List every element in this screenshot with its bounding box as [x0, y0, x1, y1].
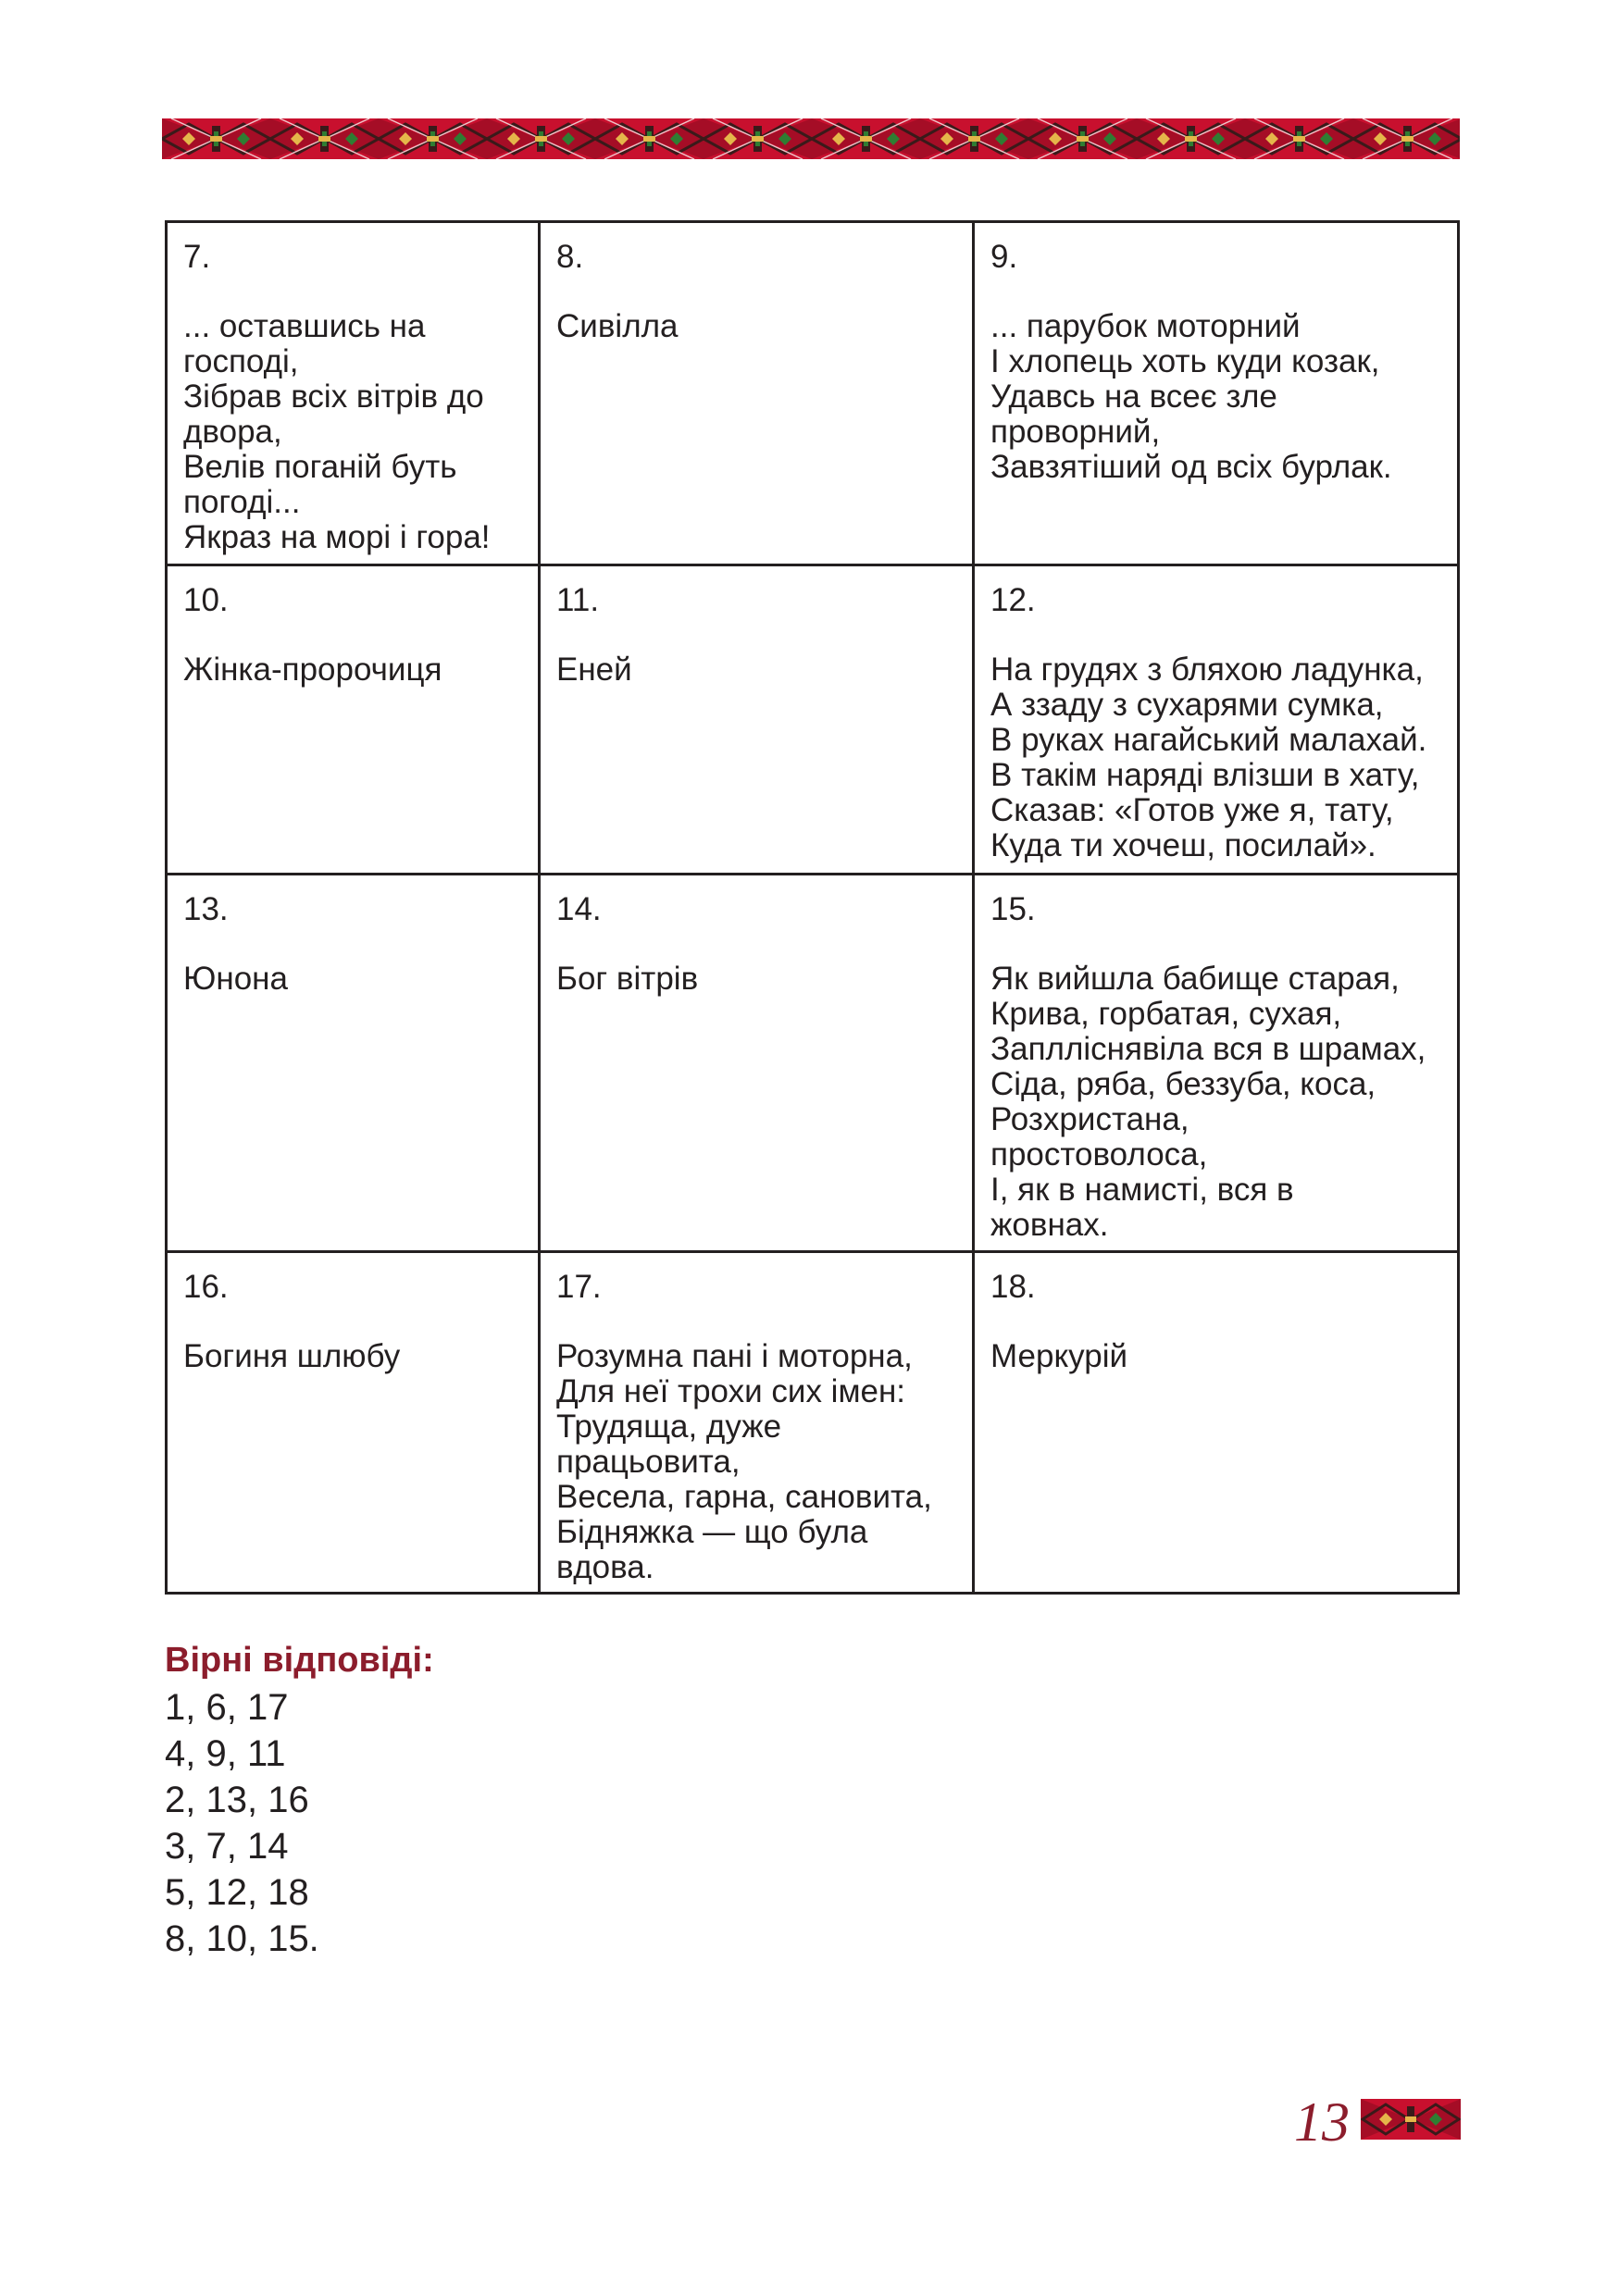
table-cell-7: [167, 222, 540, 565]
cell-text-line: Бідняжка — що була: [556, 1514, 868, 1550]
answer-item: 1, 6, 17: [165, 1687, 289, 1728]
cell-text-line: Меркурій: [990, 1338, 1128, 1374]
answers-list: [165, 1684, 319, 1962]
table-cell-12: [974, 565, 1459, 875]
cell-text-line: Розумна пані і моторна,: [556, 1338, 913, 1374]
answers-heading: Вірні відповіді:: [165, 1641, 434, 1680]
answer-item: 5, 12, 18: [165, 1872, 309, 1913]
table-row: [167, 565, 1459, 875]
cell-text-line: Розхристана,: [990, 1101, 1189, 1137]
answer-item: 2, 13, 16: [165, 1780, 309, 1820]
cell-text-line: А ззаду з сухарями сумка,: [990, 687, 1384, 723]
embroidery-pattern-icon: [162, 118, 1460, 159]
cell-number: 9.: [990, 239, 1018, 275]
cell-text-line: Для неї трохи сих імен:: [556, 1373, 906, 1409]
table-row: [167, 1252, 1459, 1594]
cell-text-line: двора,: [183, 414, 282, 450]
cell-text-line: Удавсь на всеє зле: [990, 379, 1277, 415]
table-cell-18: [974, 1252, 1459, 1594]
table-cell-15: [974, 875, 1459, 1252]
cell-text-line: Сказав: «Готов уже я, тату,: [990, 792, 1394, 828]
cell-text-line: Сіда, ряба, беззуба, коса,: [990, 1066, 1376, 1102]
cell-text-line: простоволоса,: [990, 1136, 1208, 1173]
cell-text-line: Завзятіший од всіх бурлак.: [990, 449, 1392, 485]
cell-number: 14.: [556, 891, 602, 927]
answer-item: 4, 9, 11: [165, 1733, 286, 1774]
cell-text-line: І, як в намисті, вся в: [990, 1172, 1294, 1208]
table-cell-16: [167, 1252, 540, 1594]
table-cell-9: [974, 222, 1459, 565]
cell-text-line: Трудяща, дуже: [556, 1409, 782, 1445]
cell-text-line: Сивілла: [556, 308, 679, 344]
cell-text-line: Весела, гарна, сановита,: [556, 1479, 932, 1515]
cell-number: 15.: [990, 891, 1036, 927]
cell-text-line: Куда ти хочеш, посилай».: [990, 827, 1376, 863]
cell-number: 12.: [990, 582, 1036, 618]
embroidery-pattern-icon: [1361, 2099, 1461, 2140]
table-cell-10: [167, 565, 540, 875]
table-row: [167, 875, 1459, 1252]
table-cell-17: [540, 1252, 974, 1594]
cell-text-line: Заплліснявіла вся в шрамах,: [990, 1031, 1426, 1067]
cell-text-line: Якраз на морі і гора!: [183, 519, 491, 555]
cell-number: 10.: [183, 582, 229, 618]
cell-text-line: погоді...: [183, 484, 301, 520]
cell-text-line: проворний,: [990, 414, 1161, 450]
cell-number: 16.: [183, 1269, 229, 1305]
cell-text-line: Крива, горбатая, сухая,: [990, 996, 1342, 1032]
cell-number: 7.: [183, 239, 211, 275]
cell-text-line: ... парубок моторний: [990, 308, 1301, 344]
cell-text-line: Богиня шлюбу: [183, 1338, 401, 1374]
cell-text-line: Жінка-пророчиця: [183, 652, 442, 688]
page-number: 13: [1294, 2091, 1350, 2153]
answer-item: 3, 7, 14: [165, 1826, 289, 1867]
cell-number: 13.: [183, 891, 229, 927]
table-cell-11: [540, 565, 974, 875]
top-embroidery-ornament: [162, 118, 1460, 159]
answer-item: 8, 10, 15.: [165, 1918, 319, 1959]
cell-number: 11.: [556, 582, 600, 618]
cell-text-line: В такім наряді влізши в хату,: [990, 757, 1420, 793]
footer-embroidery-ornament: [1361, 2099, 1461, 2140]
cell-text-line: Бог вітрів: [556, 961, 699, 997]
cell-number: 18.: [990, 1269, 1036, 1305]
table-cell-14: [540, 875, 974, 1252]
cell-text-line: І хлопець хоть куди козак,: [990, 343, 1380, 379]
cell-number: 8.: [556, 239, 584, 275]
table-row: [167, 222, 1459, 565]
cell-text-line: Зібрав всіх вітрів до: [183, 379, 484, 415]
cell-text-line: господі,: [183, 343, 299, 379]
cell-text-line: На грудях з бляхою ладунка,: [990, 652, 1424, 688]
cell-text-line: В руках нагайський малахай.: [990, 722, 1427, 758]
table-cell-13: [167, 875, 540, 1252]
cell-text-line: працьовита,: [556, 1444, 741, 1480]
cell-text-line: ... оставшись на: [183, 308, 426, 344]
table-cell-8: [540, 222, 974, 565]
cell-text-line: Еней: [556, 652, 632, 688]
cell-text-line: жовнах.: [990, 1207, 1109, 1243]
quiz-table: [165, 220, 1460, 1595]
cell-text-line: Юнона: [183, 961, 288, 997]
cell-text-line: вдова.: [556, 1549, 654, 1585]
cell-text-line: Велів поганій буть: [183, 449, 457, 485]
cell-number: 17.: [556, 1269, 602, 1305]
cell-text-line: Як вийшла бабище старая,: [990, 961, 1400, 997]
